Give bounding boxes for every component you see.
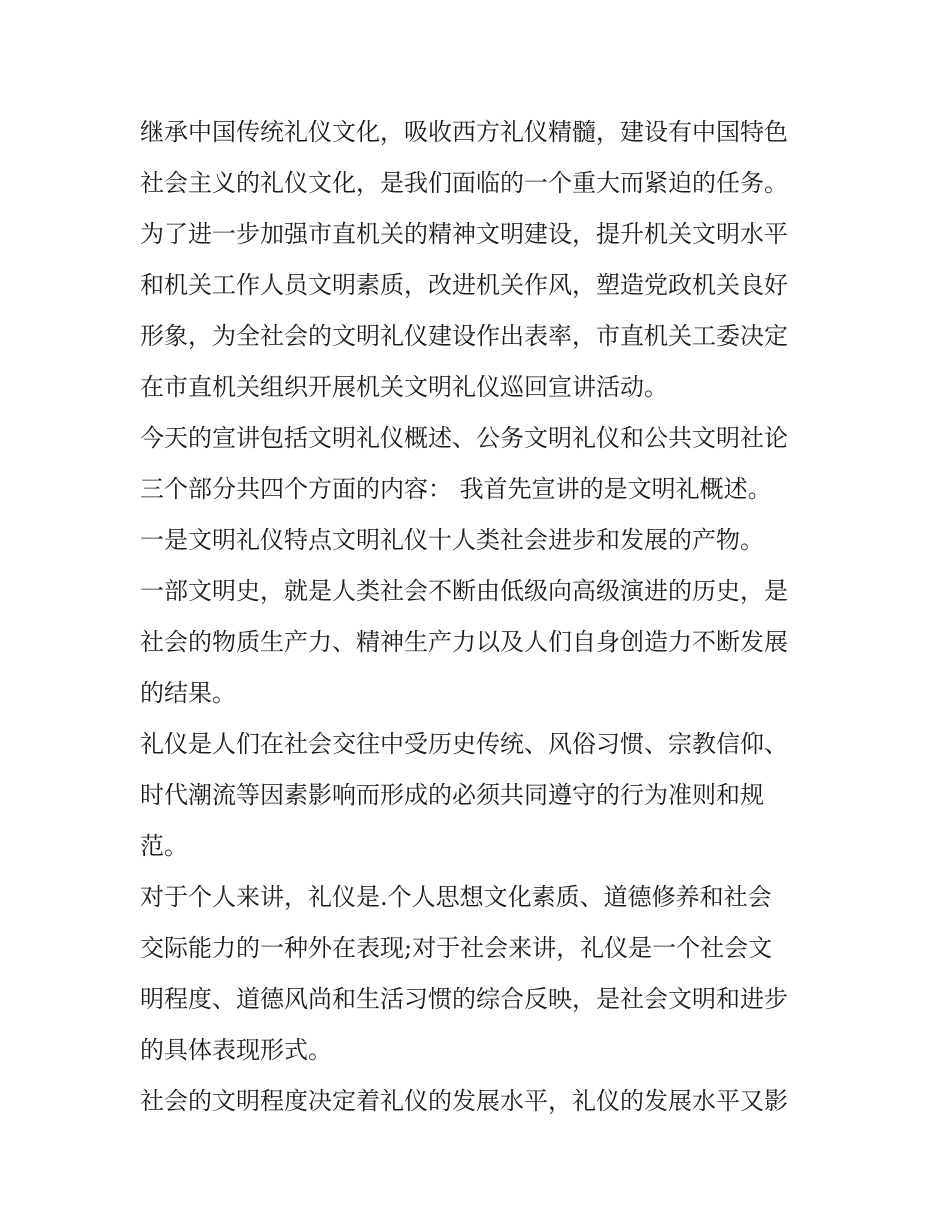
paragraph-1 bbox=[140, 107, 820, 209]
document-body bbox=[140, 107, 820, 1127]
paragraph-6 bbox=[140, 719, 820, 872]
paragraph-7 bbox=[140, 872, 820, 1076]
text-line: 一部文明史，就是人类社会不断由低级向高级演进的历史，是 bbox=[140, 577, 788, 605]
text-line: 时代潮流等因素影响而形成的必须共同遵守的行为准则和规 bbox=[140, 781, 764, 809]
paragraph-5 bbox=[140, 566, 820, 719]
paragraph-2 bbox=[140, 209, 820, 413]
text-line: 今天的宣讲包括文明礼仪概述、公务文明礼仪和公共文明社论 bbox=[140, 424, 788, 452]
text-line: 社会的物质生产力、精神生产力以及人们自身创造力不断发展 bbox=[140, 628, 788, 656]
text-line: 和机关工作人员文明素质，改进机关作风，塑造党政机关良好 bbox=[140, 271, 788, 299]
text-line: 社会主义的礼仪文化，是我们面临的一个重大而紧迫的任务。 bbox=[140, 169, 788, 197]
text-line: 对于个人来讲，礼仪是.个人思想文化素质、道德修养和社会 bbox=[140, 883, 772, 911]
paragraph-3 bbox=[140, 413, 820, 515]
text-line: 礼仪是人们在社会交往中受历史传统、风俗习惯、宗教信仰、 bbox=[140, 730, 788, 758]
text-line: 的结果。 bbox=[140, 679, 236, 707]
text-line: 一是文明礼仪特点文明礼仪十人类社会进步和发展的产物。 bbox=[140, 526, 764, 554]
text-line: 交际能力的一种外在表现;对于社会来讲，礼仪是一个社会文 bbox=[140, 934, 773, 962]
paragraph-8 bbox=[140, 1076, 820, 1127]
text-line: 范。 bbox=[140, 832, 188, 860]
text-line: 在市直机关组织开展机关文明礼仪巡回宣讲活动。 bbox=[140, 373, 668, 401]
text-line: 社会的文明程度决定着礼仪的发展水平，礼仪的发展水平又影 bbox=[140, 1087, 788, 1115]
paragraph-4 bbox=[140, 515, 820, 566]
text-line: 形象，为全社会的文明礼仪建设作出表率，市直机关工委决定 bbox=[140, 322, 788, 350]
text-line: 继承中国传统礼仪文化，吸收西方礼仪精髓，建设有中国特色 bbox=[140, 118, 788, 146]
text-line: 为了进一步加强市直机关的精神文明建设，提升机关文明水平 bbox=[140, 220, 788, 248]
text-line: 明程度、道德风尚和生活习惯的综合反映，是社会文明和进步 bbox=[140, 985, 788, 1013]
text-line: 的具体表现形式。 bbox=[140, 1036, 332, 1064]
text-line: 三个部分共四个方面的内容： 我首先宣讲的是文明礼概述。 bbox=[140, 475, 772, 503]
